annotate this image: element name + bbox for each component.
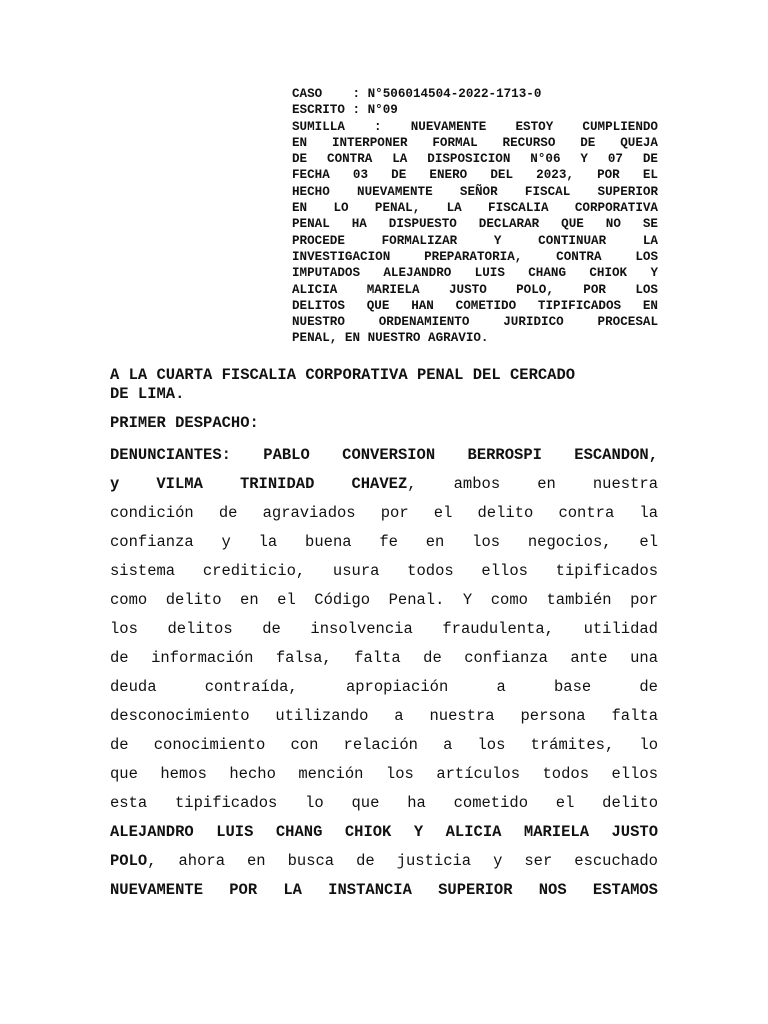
caso-line xyxy=(292,86,658,102)
caso-label: CASO : xyxy=(292,87,361,101)
paragraph-line: DENUNCIANTES: PABLO CONVERSION BERROSPI ESCANDON, xyxy=(110,446,658,464)
sumilla-line: HECHO NUEVAMENTE SEÑOR FISCAL SUPERIOR xyxy=(292,184,658,199)
despacho-heading: PRIMER DESPACHO: xyxy=(110,414,259,432)
paragraph-line: NUEVAMENTE POR LA INSTANCIA SUPERIOR NOS ESTAMOS xyxy=(110,881,658,899)
sumilla-line: SUMILLA : NUEVAMENTE ESTOY CUMPLIENDO xyxy=(292,119,658,134)
sumilla xyxy=(292,119,658,347)
complainant-name: y VILMA TRINIDAD CHAVEZ xyxy=(110,475,408,493)
paragraph-line: como delito en el Código Penal. Y como también por xyxy=(110,591,658,609)
defendant-name: POLO xyxy=(110,852,148,870)
addressee-line: DE LIMA. xyxy=(110,385,185,403)
paragraph-text: , ahora en busca de justicia y ser escuchado xyxy=(147,852,658,870)
paragraph-line: deuda contraída, apropiación a base de xyxy=(110,678,658,696)
escrito-line xyxy=(292,102,658,118)
sumilla-line: NUESTRO ORDENAMIENTO JURIDICO PROCESAL xyxy=(292,315,658,330)
sumilla-line: PENAL, EN NUESTRO AGRAVIO. xyxy=(292,331,489,346)
paragraph-line: los delitos de insolvencia fraudulenta, utilidad xyxy=(110,620,658,638)
sumilla-line: PENAL HA DISPUESTO DECLARAR QUE NO SE xyxy=(292,217,658,232)
paragraph-line: condición de agraviados por el delito contra la xyxy=(110,504,658,522)
document-body xyxy=(110,366,658,905)
sumilla-line: PROCEDE FORMALIZAR Y CONTINUAR LA xyxy=(292,233,658,248)
sumilla-line: EN LO PENAL, LA FISCALIA CORPORATIVA xyxy=(292,201,658,216)
addressee xyxy=(110,366,658,404)
paragraph-line: que hemos hecho mención los artículos todos ellos xyxy=(110,765,658,783)
sumilla-line: EN INTERPONER FORMAL RECURSO DE QUEJA xyxy=(292,135,658,150)
complaint-paragraph xyxy=(110,441,658,905)
case-header xyxy=(292,86,658,347)
escrito-label: ESCRITO : xyxy=(292,103,361,118)
addressee-line: A LA CUARTA FISCALIA CORPORATIVA PENAL DEL CERCADO xyxy=(110,366,576,384)
paragraph-line xyxy=(110,847,658,876)
paragraph-line xyxy=(110,470,658,499)
sumilla-line: IMPUTADOS ALEJANDRO LUIS CHANG CHIOK Y xyxy=(292,266,658,281)
sumilla-line: DE CONTRA LA DISPOSICION N°06 Y 07 DE xyxy=(292,152,658,167)
paragraph-line: confianza y la buena fe en los negocios, el xyxy=(110,533,658,551)
paragraph-line: esta tipificados lo que ha cometido el delito xyxy=(110,794,658,812)
paragraph-line: de conocimiento con relación a los trámites, lo xyxy=(110,736,658,754)
sumilla-line: DELITOS QUE HAN COMETIDO TIPIFICADOS EN xyxy=(292,298,658,313)
paragraph-line: de información falsa, falta de confianza ante una xyxy=(110,649,658,667)
paragraph-text: , ambos en nuestra xyxy=(407,475,658,493)
sumilla-line: FECHA 03 DE ENERO DEL 2023, POR EL xyxy=(292,168,658,183)
defendants-line: ALEJANDRO LUIS CHANG CHIOK Y ALICIA MARIELA JUSTO xyxy=(110,823,658,841)
paragraph-line: desconocimiento utilizando a nuestra persona falta xyxy=(110,707,658,725)
paragraph-line: sistema crediticio, usura todos ellos tipificados xyxy=(110,562,658,580)
caso-number: N°506014504-2022-1713-0 xyxy=(367,87,542,101)
sumilla-line: INVESTIGACION PREPARATORIA, CONTRA LOS xyxy=(292,249,658,264)
escrito-number: N°09 xyxy=(367,103,398,118)
sumilla-line: ALICIA MARIELA JUSTO POLO, POR LOS xyxy=(292,282,658,297)
